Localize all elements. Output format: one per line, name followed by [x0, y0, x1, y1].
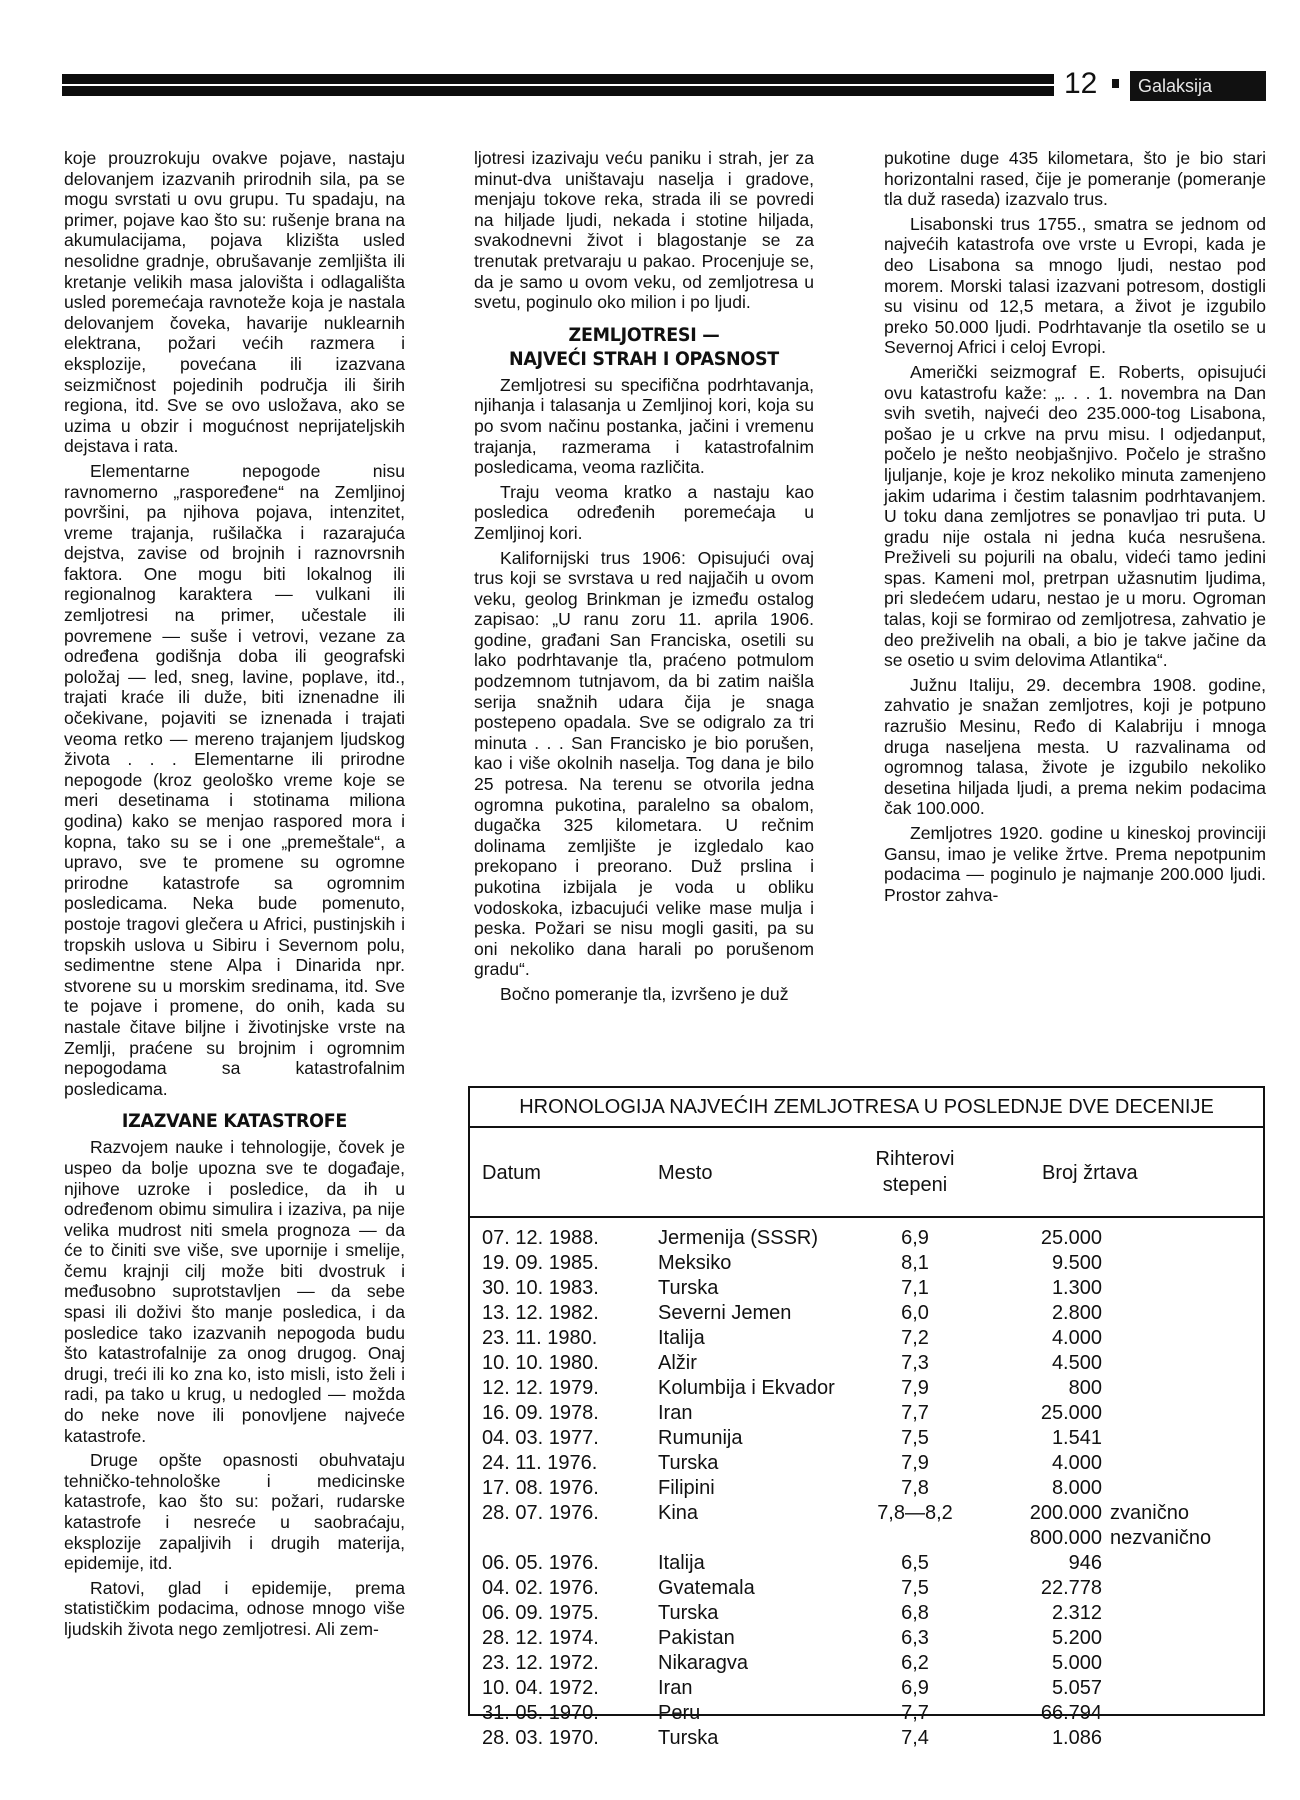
heading-line: ZEMLJOTRESI — — [568, 323, 720, 346]
table-row — [470, 1626, 1263, 1651]
column-2 — [474, 148, 814, 1005]
cell-place: Iran — [658, 1402, 693, 1424]
cell-place: Italija — [658, 1552, 705, 1574]
cell-place: Turska — [658, 1602, 719, 1624]
cell-date: 23. 11. 1980. — [482, 1327, 598, 1349]
section-heading-izazvane-katastrofe: IZAZVANE KATASTROFE — [121, 1110, 348, 1133]
cell-richter: 7,2 — [901, 1327, 929, 1349]
earthquake-table — [468, 1086, 1265, 1749]
cell-victims: 2.312 — [1051, 1602, 1102, 1624]
cell-richter: 7,7 — [901, 1402, 929, 1424]
table-row — [470, 1476, 1263, 1501]
cell-richter: 8,1 — [901, 1252, 929, 1274]
cell-victims: 946 — [1068, 1552, 1102, 1574]
header-richter — [850, 1146, 980, 1198]
paragraph: Druge opšte opasnosti obuhvataju tehničko-tehnološke i medicinske katastrofe, kao što su: požari, rudarske katastrofe i nesreće u saobraćaju, eksplozije zapaljivih i drugih materija, epidemije, itd. — [64, 1450, 405, 1574]
table-title: HRONOLOGIJA NAJVEĆIH ZEMLJOTRESA U POSLEDNJE DVE DECENIJE — [470, 1088, 1263, 1128]
table-row — [470, 1701, 1263, 1726]
table-row — [470, 1226, 1263, 1251]
paragraph: Razvojem nauke i tehnologije, čovek je uspeo da bolje upozna sve te događaje, njihove uzroke i posledice, da ih u određenom obimu simulira i izaziva, pa nije velika mudrost niti smela prognoza — da će to činiti sve više, sve upornije i smelije, čemu krajnji cilj može biti dvostruk i međusobno suprotstavljen — da sebe spasi ili doživi što manje posledica, i da posledice tako izazvanih nepogoda budu što katastrofalnije za onog drugog. Onaj drugi, treći ili ko zna ko, isto misli, isto želi i radi, pa tako u krug, u nedogled — možda do neke nove ili ponovljene najveće katastrofe. — [64, 1137, 405, 1446]
cell-victims: 200.000 — [1029, 1502, 1102, 1524]
cell-victims: 800.000 — [1029, 1527, 1102, 1549]
cell-richter: 6,9 — [901, 1227, 929, 1249]
cell-date: 12. 12. 1979. — [482, 1377, 599, 1399]
cell-victims: 8.000 — [1051, 1477, 1102, 1499]
paragraph: koje prouzrokuju ovakve pojave, nastaju delovanjem izazvanih prirodnih sila, pa se mogu svrstati u ovu grupu. Tu spadaju, na primer, pojave kao što su: rušenje brana na akumulacijama, pojava klizišta usled nesolidne gradnje, obrušavanje zemljišta ili kretanje velikih masa jalovišta i odlagališta usled poremećaja ravnoteže koja je nastala delovanjem čoveka, havarije nuklearnih elektrana, požari većih razmera i eksplozije, povećana ili izazvana seizmičnost pojedinih područja ili širih regiona, itd. Sve se ovo usložava, ako se uzima u obzir i mogućnost neprijateljskih dejstava i rata. — [64, 148, 405, 457]
cell-place: Jermenija (SSSR) — [658, 1227, 819, 1249]
cell-place: Filipini — [658, 1477, 715, 1499]
cell-place: Turska — [658, 1727, 719, 1749]
cell-richter: 6,2 — [901, 1652, 929, 1674]
heading-line: NAJVEĆI STRAH I OPASNOST — [509, 347, 779, 370]
column-1 — [64, 148, 405, 1640]
table-row — [470, 1276, 1263, 1301]
cell-victims: 1.300 — [1051, 1277, 1102, 1299]
table-row — [470, 1501, 1263, 1526]
cell-date: 28. 12. 1974. — [482, 1627, 599, 1649]
paragraph: Traju veoma kratko a nastaju kao posledica određenih poremećaja u Zemljinoj kori. — [474, 481, 814, 543]
cell-place: Turska — [658, 1452, 719, 1474]
cell-date: 24. 11. 1976. — [482, 1452, 598, 1474]
cell-place: Gvatemala — [658, 1577, 755, 1599]
cell-date: 28. 07. 1976. — [482, 1502, 599, 1524]
cell-richter: 7,5 — [901, 1427, 929, 1449]
cell-victims: 22.778 — [1040, 1577, 1102, 1599]
cell-date: 30. 10. 1983. — [482, 1277, 599, 1299]
cell-victims: 4.000 — [1051, 1327, 1102, 1349]
header-rule — [62, 74, 1054, 96]
paragraph: pukotine duge 435 kilometara, što je bio stari horizontalni rased, čije je pomeranje (pomeranje tla duž raseda) izazvalo trus. — [884, 148, 1266, 210]
table-row — [470, 1726, 1263, 1751]
section-badge: Galaksija — [1130, 71, 1266, 101]
cell-place: Iran — [658, 1677, 693, 1699]
cell-victims: 1.086 — [1051, 1727, 1102, 1749]
header-place: Mesto — [658, 1162, 713, 1184]
header-date: Datum — [482, 1162, 541, 1184]
cell-victims: 1.541 — [1051, 1427, 1102, 1449]
cell-note: zvanično — [1110, 1502, 1189, 1524]
header-richter-line: stepeni — [882, 1174, 948, 1196]
cell-date: 06. 09. 1975. — [482, 1602, 599, 1624]
cell-date: 16. 09. 1978. — [482, 1402, 599, 1424]
table-row — [470, 1351, 1263, 1376]
header-victims: Broj žrtava — [1042, 1162, 1138, 1184]
table-row — [470, 1651, 1263, 1676]
cell-place: Kina — [658, 1502, 699, 1524]
cell-richter: 7,3 — [901, 1352, 929, 1374]
paragraph: Zemljotres 1920. godine u kineskoj provinciji Gansu, imao je velike žrtve. Prema nepotpunim podacima — poginulo je najmanje 200.000 ljudi. Prostor zahva- — [884, 823, 1266, 905]
cell-victims: 5.000 — [1051, 1652, 1102, 1674]
paragraph: ljotresi izazivaju veću paniku i strah, jer za minut-dva uništavaju naselja i gradove, menjaju tokove reka, strada ili se povredi na hiljade ljudi, nekada i stotine hiljada, svakodnevni život i blagostanje se za trenutak pretvaraju u pakao. Procenjuje se, da je samo u ovom veku, od zemljotresa u svetu, poginulo oko milion i po ljudi. — [474, 148, 814, 313]
table-row — [470, 1376, 1263, 1401]
column-3 — [884, 148, 1266, 905]
paragraph: Kalifornijski trus 1906: Opisujući ovaj trus koji se svrstava u red najjačih u ovom veku, geolog Brinkman je između ostalog zapisao: „U ranu zoru 11. aprila 1906. godine, građani San Franciska, osetili su lako podrhtavanje tla, praćeno potmulom podzemnom tutnjavom, da bi zatim naišla serija snažnih udara čija je snaga postepeno opadala. Sve se odigralo za tri minuta . . . San Francisko je bio porušen, kao i više okolnih naselja. Tog dana je bilo 25 potresa. Na terenu se otvorila jedna ogromna pukotina, paralelno sa obalom, dugačka 325 kilometara. U rečnim dolinama zemljište je izgledalo kao prekopano i preorano. Duž prslina i pukotina izbijala je voda u obliku vodoskoka, izbacujući velike mase mulja i peska. Požari se nisu mogli gasiti, pa su oni nekoliko dana harali po porušenom gradu“. — [474, 547, 814, 980]
paragraph: Ratovi, glad i epidemije, prema statističkim podacima, odnose mnogo više ljudskih života nego zemljotresi. Ali zem- — [64, 1577, 405, 1639]
table-row — [470, 1326, 1263, 1351]
cell-note: nezvanično — [1110, 1527, 1212, 1549]
cell-victims: 25.000 — [1040, 1402, 1102, 1424]
cell-richter: 6,8 — [901, 1602, 929, 1624]
cell-date: 19. 09. 1985. — [482, 1252, 599, 1274]
cell-richter: 6,3 — [901, 1627, 929, 1649]
cell-richter: 6,5 — [901, 1552, 929, 1574]
cell-date: 23. 12. 1972. — [482, 1652, 599, 1674]
cell-place: Kolumbija i Ekvador — [658, 1377, 835, 1399]
cell-richter: 7,5 — [901, 1577, 929, 1599]
paragraph: Zemljotresi su specifična podrhtavanja, njihanja i talasanja u Zemljinoj kori, koja su po svom načinu postanka, jačini i vremenu trajanja, razmerama i katastrofalnim posledicama, veoma različita. — [474, 374, 814, 478]
cell-richter: 7,8—8,2 — [877, 1502, 953, 1524]
cell-date: 28. 03. 1970. — [482, 1727, 599, 1749]
cell-date: 10. 04. 1972. — [482, 1677, 599, 1699]
table-row — [470, 1301, 1263, 1326]
cell-date: 10. 10. 1980. — [482, 1352, 599, 1374]
section-heading-zemljotresi — [488, 323, 801, 371]
cell-richter: 6,0 — [901, 1302, 929, 1324]
table-row — [470, 1676, 1263, 1701]
paragraph: Lisabonski trus 1755., smatra se jednom od najvećih katastrofa ove vrste u Evropi, kada je deo Lisabona sa mnogo ljudi, nestao pod morem. Morski talasi izazvani potresom, dostigli su visinu od 12,5 metara, a život je izgubilo preko 50.000 ljudi. Podrhtavanje tla osetilo se u Severnoj Africi i celoj Evropi. — [884, 213, 1266, 358]
table-row — [470, 1426, 1263, 1451]
cell-richter: 7,9 — [901, 1452, 929, 1474]
cell-victims: 5.200 — [1051, 1627, 1102, 1649]
header-richter-line: Rihterovi — [875, 1148, 955, 1170]
paragraph: Američki seizmograf E. Roberts, opisujući ovu katastrofu kaže: „. . . 1. novembra na Dan svih svetih, najveći deo 235.000-tog Lisabona, pošao je u crkve na prvu misu. I odjedanput, počelo je nešto neobjašnjivo. Počelo je strašno ljuljanje, koje je kroz nekoliko minuta zamenjeno jakim udarima i čestim talasnim podrhtavanjem. U toku dana zemljotres se ponavljao tri puta. U gradu nije ostala ni jedna kuća nesrušena. Preživeli su pojurili na obalu, videći tamo jedini spas. Kameni mol, pretrpan užasnutim ljudima, pri sledećem udaru, nestao je u moru. Ogroman talas, koji se formirao od zemljotresa, zahvatio je deo preživelih na obali, a bio je takve jačine da se osetio u svim delovima Atlantika“. — [884, 361, 1266, 671]
cell-place: Pakistan — [658, 1627, 735, 1649]
cell-date: 13. 12. 1982. — [482, 1302, 599, 1324]
cell-place: Alžir — [658, 1352, 697, 1374]
cell-place: Peru — [658, 1702, 701, 1724]
cell-victims: 4.000 — [1051, 1452, 1102, 1474]
cell-place: Italija — [658, 1327, 705, 1349]
cell-date: 17. 08. 1976. — [482, 1477, 599, 1499]
cell-date: 04. 02. 1976. — [482, 1577, 599, 1599]
table-row — [470, 1451, 1263, 1476]
table-header — [470, 1126, 1263, 1218]
table-row — [470, 1576, 1263, 1601]
cell-place: Severni Jemen — [658, 1302, 792, 1324]
cell-richter: 7,8 — [901, 1477, 929, 1499]
cell-place: Nikaragva — [658, 1652, 749, 1674]
table-row — [470, 1526, 1263, 1551]
cell-victims: 4.500 — [1051, 1352, 1102, 1374]
cell-place: Turska — [658, 1277, 719, 1299]
cell-victims: 800 — [1068, 1377, 1102, 1399]
header-bullet — [1112, 79, 1119, 88]
cell-victims: 66.794 — [1040, 1702, 1102, 1724]
cell-richter: 6,9 — [901, 1677, 929, 1699]
cell-date: 07. 12. 1988. — [482, 1227, 599, 1249]
cell-richter: 7,4 — [901, 1727, 929, 1749]
cell-date: 04. 03. 1977. — [482, 1427, 599, 1449]
table-row — [470, 1401, 1263, 1426]
cell-place: Rumunija — [658, 1427, 743, 1449]
page-number: 12 — [1064, 67, 1098, 100]
cell-date: 31. 05. 1970. — [482, 1702, 599, 1724]
cell-victims: 9.500 — [1051, 1252, 1102, 1274]
table-row — [470, 1251, 1263, 1276]
table-row — [470, 1551, 1263, 1576]
cell-date: 06. 05. 1976. — [482, 1552, 599, 1574]
paragraph: Južnu Italiju, 29. decembra 1908. godine, zahvatio je snažan zemljotres, koji je potpuno razrušio Mesinu, Ređo di Kalabriju i mnoga druga naseljena mesta. U razvalinama od ogromnog talasa, živote je izgubilo nekoliko desetina hiljada ljudi, a prema nekim podacima čak 100.000. — [884, 674, 1266, 819]
cell-richter: 7,7 — [901, 1702, 929, 1724]
cell-richter: 7,1 — [901, 1277, 929, 1299]
table-row — [470, 1601, 1263, 1626]
cell-place: Meksiko — [658, 1252, 732, 1274]
cell-victims: 2.800 — [1051, 1302, 1102, 1324]
cell-richter: 7,9 — [901, 1377, 929, 1399]
table-body — [470, 1226, 1263, 1751]
paragraph: Bočno pomeranje tla, izvršeno je duž — [500, 983, 789, 1004]
cell-victims: 25.000 — [1040, 1227, 1102, 1249]
paragraph: Elementarne nepogode nisu ravnomerno „raspoređene“ na Zemljinoj površini, pa njihova pojava, intenzitet, vreme trajanja, rušilačka i razarajuća dejstva, zavise od brojnih i raznovrsnih faktora. One mogu biti lokalnog ili regionalnog karaktera — vulkani ili zemljotresi na primer, učestale ili povremene — suše i vetrovi, vezane za određena godišnja doba ili geografski položaj — led, sneg, lavine, poplave, itd., trajati kraće ili duže, biti iznenadne ili očekivane, pojaviti se iznenada i trajati veoma retko — mereno trajanjem ljudskog života . . . Elementarne ili prirodne nepogode (kroz geološko vreme koje se meri desetinama i stotinama miliona godina) kako se menjao raspored mora i kopna, tako su se i one „premeštale“, a upravo, sve te promene su ogromne prirodne katastrofe sa ogromnim posledicama. Neka bude pomenuto, postoje tragovi glečera u Africi, pustinjskih i tropskih uslova u Sibiru i Severnom polu, sedimentne stene Alpa i Dinarida npr. stvorene su u morskim sredinama, itd. Sve te pojave i promene, do onih, kada su nastale čitave biljne i životinjske vrste na Zemlji, praćene su brojnim i ogromnim nepogodama sa katastrofalnim posledicama. — [64, 460, 405, 1099]
cell-victims: 5.057 — [1051, 1677, 1102, 1699]
